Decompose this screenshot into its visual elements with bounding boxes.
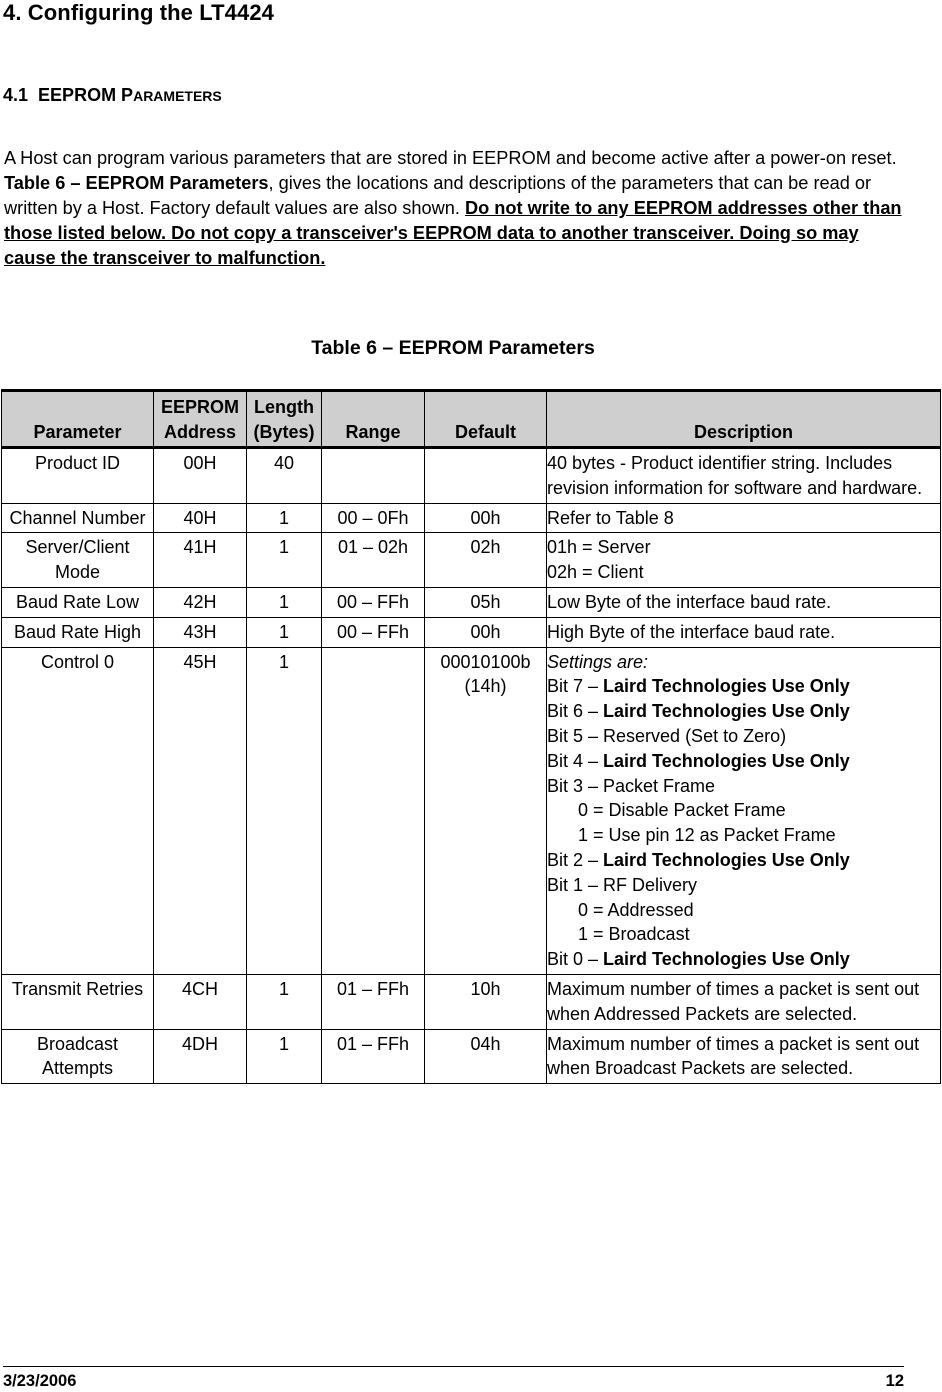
bit-1: Bit 1 – RF Delivery (547, 874, 698, 895)
table-row (2, 533, 941, 588)
bit-3: Bit 3 – Packet Frame (547, 775, 716, 796)
header-parameter: Parameter (2, 391, 154, 448)
cell-range (322, 647, 425, 974)
cell-length: 1 (247, 1029, 322, 1084)
bit-1-option-1: 1 = Broadcast (578, 924, 690, 945)
subsection-number: 4.1 (3, 85, 29, 105)
footer-divider (3, 1366, 904, 1367)
cell-default: 02h (425, 533, 547, 588)
table-header-row (2, 391, 941, 448)
cell-parameter: Baud Rate Low (2, 587, 154, 617)
subsection-heading (3, 85, 222, 106)
bit-4: Bit 4 – Laird Technologies Use Only (547, 750, 850, 771)
table-row (2, 448, 941, 504)
cell-description: Low Byte of the interface baud rate. (547, 587, 941, 617)
table-row (2, 587, 941, 617)
cell-length: 1 (247, 617, 322, 647)
bit-6: Bit 6 – Laird Technologies Use Only (547, 701, 850, 722)
cell-parameter: Product ID (2, 448, 154, 504)
intro-text-1: A Host can program various parameters that are stored in EEPROM and become active after a power-on reset. (4, 148, 897, 168)
bit-3-option-0: 0 = Disable Packet Frame (578, 800, 786, 821)
table-row (2, 974, 941, 1029)
cell-address: 4CH (154, 974, 247, 1029)
cell-description: 40 bytes - Product identifier string. Includes revision information for software and hardware. (547, 448, 941, 504)
header-eeprom-address: EEPROM Address (154, 391, 247, 448)
cell-description: Refer to Table 8 (547, 503, 941, 533)
cell-parameter: Broadcast Attempts (2, 1029, 154, 1084)
cell-default: 10h (425, 974, 547, 1029)
cell-length: 1 (247, 533, 322, 588)
cell-description: High Byte of the interface baud rate. (547, 617, 941, 647)
header-description: Description (547, 391, 941, 448)
cell-address: 41H (154, 533, 247, 588)
subsection-title-first: EEPROM P (38, 85, 134, 105)
cell-address: 00H (154, 448, 247, 504)
cell-length: 40 (247, 448, 322, 504)
cell-range: 01 – FFh (322, 1029, 425, 1084)
cell-default: 00h (425, 503, 547, 533)
cell-address: 4DH (154, 1029, 247, 1084)
cell-parameter: Channel Number (2, 503, 154, 533)
cell-length: 1 (247, 503, 322, 533)
footer-page-number: 12 (885, 1372, 904, 1390)
cell-address: 45H (154, 647, 247, 974)
cell-range: 01 – FFh (322, 974, 425, 1029)
bit-3-option-1: 1 = Use pin 12 as Packet Frame (578, 825, 836, 846)
warning-text: Do not write to any EEPROM addresses other than those listed below. Do not copy a transceiver's EEPROM data to another transceiver. Doing so may cause the transceiver to malfunction. (4, 198, 902, 268)
table-row (2, 503, 941, 533)
table-reference-link[interactable]: Table 6 – EEPROM Parameters (4, 173, 269, 193)
header-range: Range (322, 391, 425, 448)
intro-paragraph (4, 146, 914, 271)
cell-address: 40H (154, 503, 247, 533)
cell-default: 00h (425, 617, 547, 647)
eeprom-parameters-table (1, 389, 941, 1084)
section-heading: 4. Configuring the LT4424 (3, 0, 275, 25)
subsection-title-rest: ARAMETERS (133, 88, 222, 104)
cell-range (322, 448, 425, 504)
cell-parameter: Baud Rate High (2, 617, 154, 647)
intro-text-2: , gives the locations and descriptions of the parameters that can be read or written by a Host. Factory default values are also shown. (4, 173, 872, 218)
cell-range: 00 – 0Fh (322, 503, 425, 533)
cell-length: 1 (247, 647, 322, 974)
cell-default: 04h (425, 1029, 547, 1084)
header-default: Default (425, 391, 547, 448)
bit-0: Bit 0 – Laird Technologies Use Only (547, 949, 850, 970)
cell-address: 43H (154, 617, 247, 647)
cell-description: Maximum number of times a packet is sent out when Broadcast Packets are selected. (547, 1029, 941, 1084)
table-caption: Table 6 – EEPROM Parameters (311, 337, 595, 359)
cell-range: 00 – FFh (322, 587, 425, 617)
bit-2: Bit 2 – Laird Technologies Use Only (547, 849, 850, 870)
bit-5: Bit 5 – Reserved (Set to Zero) (547, 725, 787, 746)
cell-description: Maximum number of times a packet is sent out when Addressed Packets are selected. (547, 974, 941, 1029)
footer-date: 3/23/2006 (3, 1372, 77, 1390)
cell-default: 00010100b (14h) (425, 647, 547, 974)
settings-label: Settings are: (547, 651, 649, 672)
table-row (2, 647, 941, 974)
cell-parameter: Server/Client Mode (2, 533, 154, 588)
cell-address: 42H (154, 587, 247, 617)
cell-default (425, 448, 547, 504)
cell-description (547, 647, 941, 974)
cell-length: 1 (247, 587, 322, 617)
cell-default: 05h (425, 587, 547, 617)
cell-parameter: Control 0 (2, 647, 154, 974)
bit-1-option-0: 0 = Addressed (578, 899, 694, 920)
cell-range: 01 – 02h (322, 533, 425, 588)
table-row (2, 1029, 941, 1084)
cell-parameter: Transmit Retries (2, 974, 154, 1029)
cell-description: 01h = Server 02h = Client (547, 533, 941, 588)
cell-range: 00 – FFh (322, 617, 425, 647)
bit-7: Bit 7 – Laird Technologies Use Only (547, 676, 850, 697)
cell-length: 1 (247, 974, 322, 1029)
header-length: Length (Bytes) (247, 391, 322, 448)
table-row (2, 617, 941, 647)
